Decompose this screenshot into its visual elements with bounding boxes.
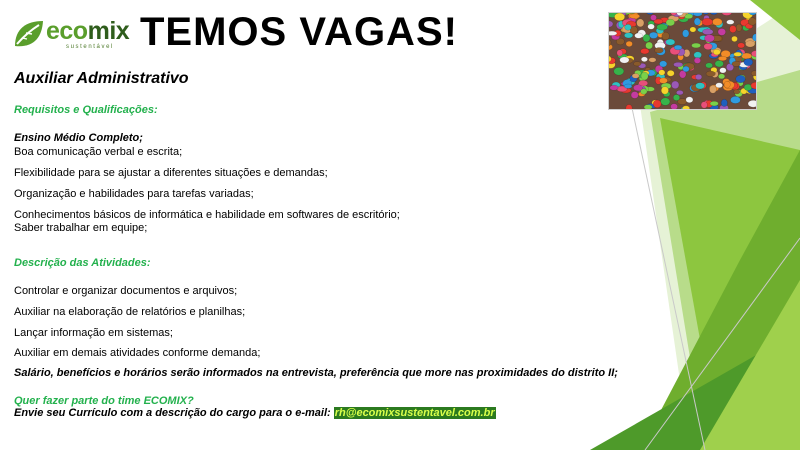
activity-item: Auxiliar na elaboração de relatórios e planilhas; [14, 306, 246, 318]
requirement-item: Flexibilidade para se ajustar a diferentes situações e demandas; [14, 167, 328, 179]
requirement-item: Boa comunicação verbal e escrita; [14, 146, 183, 158]
job-title: Auxiliar Administrativo [14, 70, 189, 87]
activities-heading: Descrição das Atividades: [14, 257, 151, 269]
salary-note: Salário, benefícios e horários serão informados na entrevista, preferência que more nas proximidades do distrito II; [14, 367, 618, 379]
contact-email-link[interactable]: rh@ecomixsustentavel.com.br [334, 407, 495, 419]
requirement-item: Ensino Médio Completo; [14, 132, 143, 144]
logo-word-mix: mix [87, 17, 130, 45]
requirement-item: Conhecimentos básicos de informática e habilidade em softwares de escritório; [14, 209, 400, 221]
plastic-pellets-photo [608, 12, 757, 110]
contact-instruction: Envie seu Currículo com a descrição do cargo para o e-mail: [14, 407, 334, 419]
cta-question: Quer fazer parte do time ECOMIX? [14, 395, 194, 407]
leaf-logo-icon [12, 16, 48, 52]
requirements-heading: Requisitos e Qualificações: [14, 104, 158, 116]
requirement-item: Organização e habilidades para tarefas variadas; [14, 188, 254, 200]
activity-item: Controlar e organizar documentos e arquivos; [14, 285, 238, 297]
logo-subtitle: sustentável [66, 44, 114, 50]
contact-line [14, 407, 496, 419]
logo-word-eco: eco [46, 17, 88, 45]
requirement-item: Saber trabalhar em equipe; [14, 222, 148, 234]
ecomix-logo [12, 16, 130, 54]
page-headline: TEMOS VAGAS! [140, 10, 458, 54]
activity-item: Auxiliar em demais atividades conforme demanda; [14, 347, 261, 359]
logo-wordmark [46, 17, 129, 46]
activity-item: Lançar informação em sistemas; [14, 327, 173, 339]
